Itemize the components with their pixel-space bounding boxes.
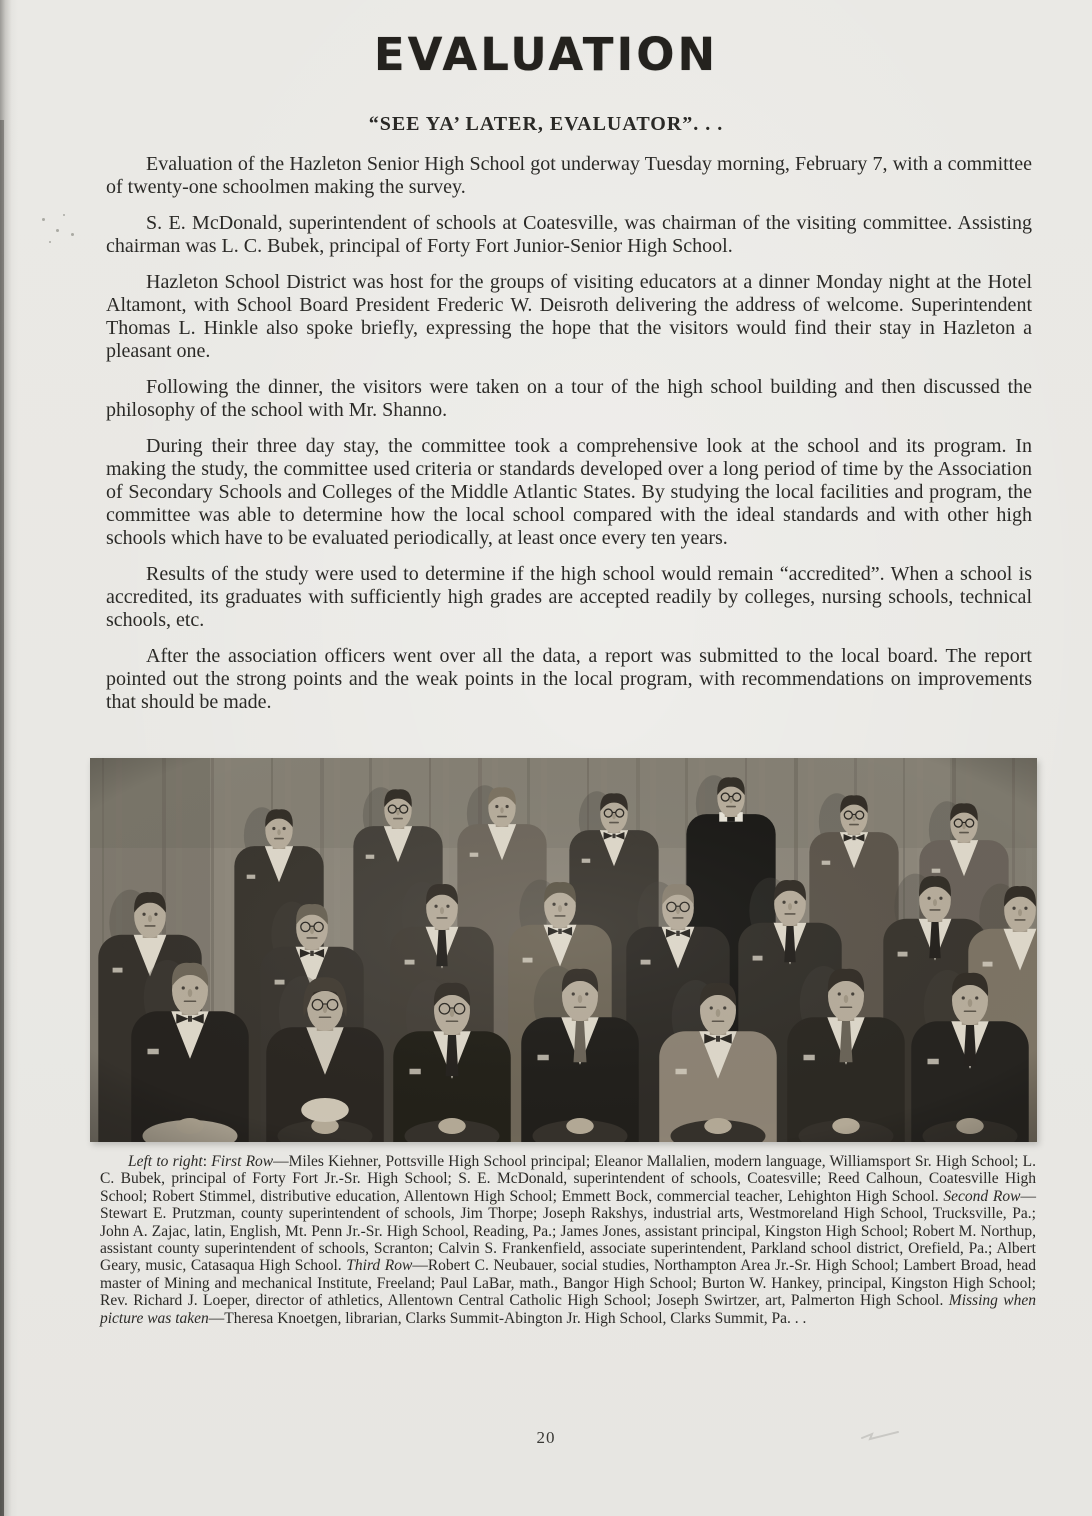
caption-row-label: Second Row (943, 1187, 1021, 1205)
committee-photo-illustration (90, 758, 1037, 1142)
caption-text: —Miles Kiehner, Pottsville High School principal; Eleanor Mallalien, modern language, Williamsport Sr. High School; L. C. Bubek, principal of Forty Fort Jr.-Sr. High School; S. E. McDonald, superintendent of schools, Coatesville; Reed Calhoun, Coatesville High School; Robert Stimmel, distributive education, Allentown High School; Emmett Bock, commercial teacher, Lehighton High School. (100, 1153, 1036, 1205)
committee-photo (90, 758, 1037, 1142)
caption-text: —Theresa Knoetgen, librarian, Clarks Summit-Abington Jr. High School, Clarks Summit, Pa. . . (208, 1309, 807, 1327)
page-title: EVALUATION (373, 28, 719, 81)
paragraph: Following the dinner, the visitors were taken on a tour of the high school building and then discussed the philosophy of the school with Mr. Shanno. (106, 376, 1032, 421)
article-subtitle: “SEE YA’ LATER, EVALUATOR”. . . (368, 113, 724, 135)
article-body (106, 153, 1032, 727)
caption-row-label: Missing when picture was taken (100, 1292, 1036, 1327)
paragraph: Evaluation of the Hazleton Senior High School got underway Tuesday morning, February 7, with a committee of twenty-one schoolmen making the survey. (106, 153, 1032, 198)
scan-gutter-shadow-core (0, 120, 4, 1516)
scan-speck (49, 241, 51, 243)
scan-speck (56, 229, 59, 232)
caption-row-label: First Row (211, 1153, 274, 1170)
caption-text: —Stewart E. Prutzman, county superintendent of schools, Jim Thorpe; Joseph Rakshys, industrial arts, Westmoreland High School, Trucksville, Pa.; John A. Zajac, latin, English, Mt. Penn Jr.-Sr. High School, Reading, Pa.; James Jones, assistant principal, Kingston High School; Robert M. Northup, assistant county superintendent of schools, Scranton; Calvin S. Frankenfield, associate superintendent, Parkland school district, Orefield, Pa.; Albert Geary, music, Catasaqua High School. (100, 1187, 1036, 1275)
pencil-mark-artifact (858, 1426, 902, 1446)
paragraph: During their three day stay, the committee took a comprehensive look at the school and its program. In making the study, the committee used criteria or standards developed over a long period of time by the Association of Secondary Schools and Colleges of the Middle Atlantic States. By studying the local facilities and program, the committee was able to determine how the local school compared with the ideal standards and with other high schools which have to be evaluated periodically, at least once every ten years. (106, 435, 1032, 549)
scan-speck (63, 214, 65, 216)
caption-row-label: Left to right (128, 1153, 203, 1170)
page-number: 20 (536, 1428, 556, 1447)
paragraph: After the association officers went over all the data, a report was submitted to the local board. The report pointed out the strong points and the weak points in the local program, with recommendations on improvements that should be made. (106, 645, 1032, 713)
scan-speck (42, 218, 45, 221)
paragraph: Hazleton School District was host for the groups of visiting educators at a dinner Monday night at the Hotel Altamont, with School Board President Frederic W. Deisroth delivering the address of welcome. Superintendent Thomas L. Hinkle also spoke briefly, expressing the hope that the visitors would find their stay in Hazleton a pleasant one. (106, 271, 1032, 362)
scan-speck (71, 233, 74, 236)
caption-text: : (202, 1153, 212, 1170)
paragraph: S. E. McDonald, superintendent of schools at Coatesville, was chairman of the visiting committee. Assisting chairman was L. C. Bubek, principal of Forty Fort Junior-Senior High School. (106, 212, 1032, 257)
caption-row-label: Third Row (346, 1257, 413, 1275)
photo-caption (100, 1153, 1036, 1327)
paragraph: Results of the study were used to determine if the high school would remain “accredited”. When a school is accredited, its graduates with sufficiently high grades are accepted readily by colleges, nursing schools, technical schools, etc. (106, 563, 1032, 631)
caption-text: —Robert C. Neubauer, social studies, Northampton Area Jr.-Sr. High School; Lambert Broad, head master of Mining and mechanical Institute, Freeland; Paul LaBar, math., Bangor High School; Burton W. Hankey, principal, Kingston High School; Rev. Richard J. Loeper, director of athletics, Allentown Central Catholic High School; Joseph Swirtzer, art, Palmerton High School. (100, 1257, 1036, 1310)
